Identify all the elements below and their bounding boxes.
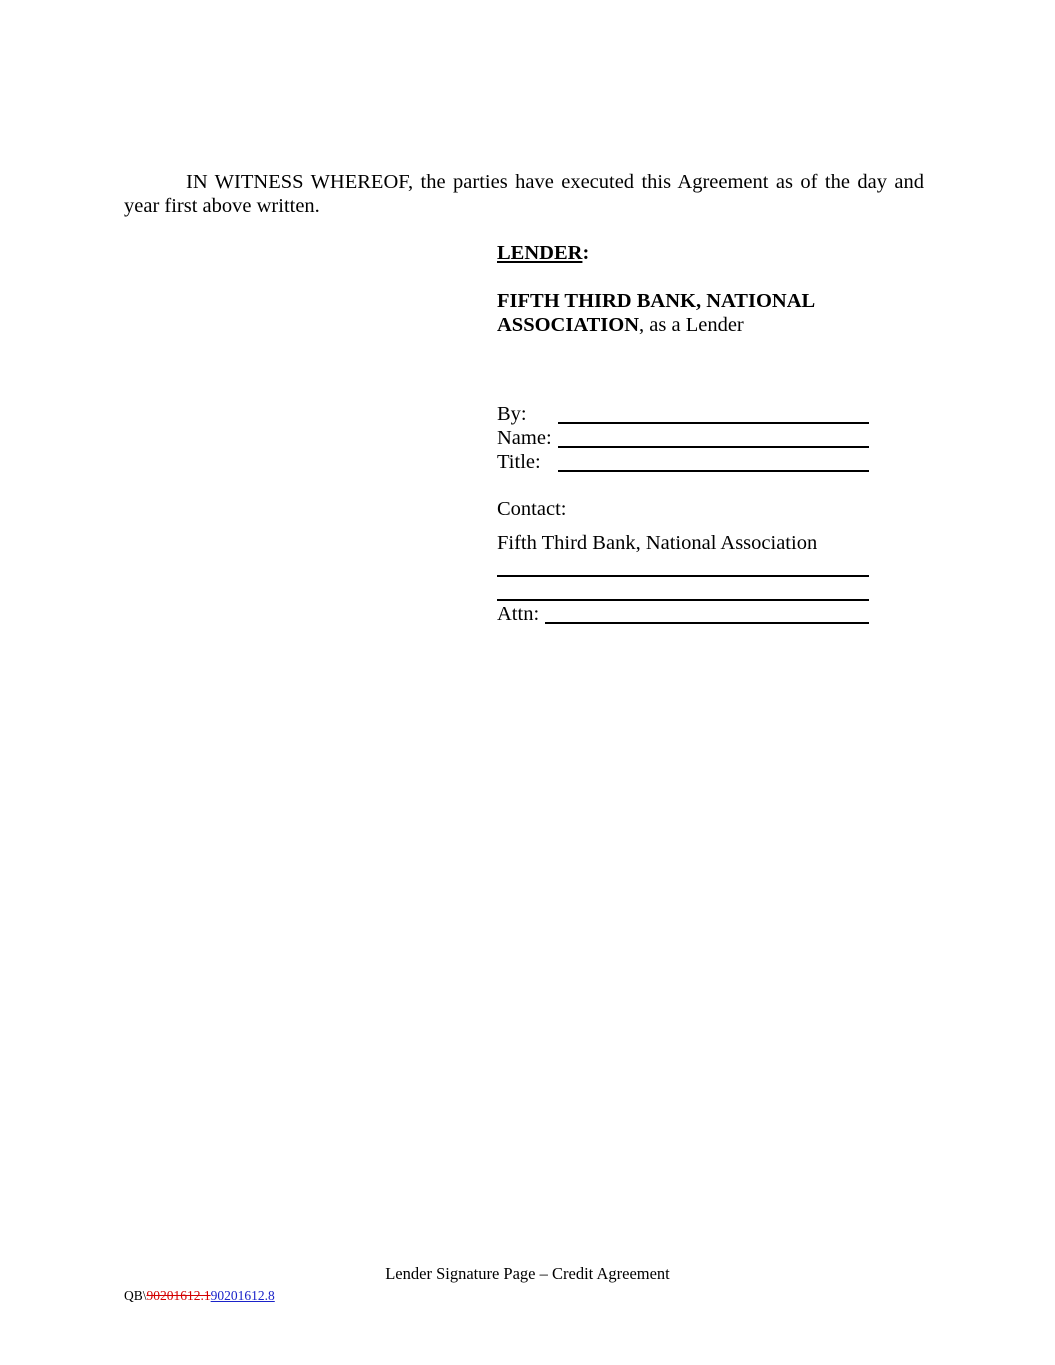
by-label: By: xyxy=(497,403,527,425)
contact-address-line-1[interactable] xyxy=(497,575,869,577)
lender-heading: LENDER xyxy=(497,242,583,264)
lender-heading-colon: : xyxy=(582,242,590,264)
name-signature-line[interactable] xyxy=(558,446,869,448)
contact-attn-row xyxy=(497,602,869,626)
contact-address-line-2[interactable] xyxy=(497,599,869,601)
bank-name-line2-bold: ASSOCIATION xyxy=(497,314,640,336)
lender-block xyxy=(497,241,877,337)
doc-id-deleted: 90201612.1 xyxy=(146,1288,211,1303)
document-id xyxy=(124,1288,275,1304)
contact-name: Fifth Third Bank, National Association xyxy=(497,532,818,554)
lender-heading-row xyxy=(497,241,877,265)
signature-row-by xyxy=(497,402,869,426)
witness-paragraph: IN WITNESS WHEREOF, the parties have executed this Agreement as of the day and year first above written. xyxy=(124,171,924,217)
footer-page-title: Lender Signature Page – Credit Agreement xyxy=(385,1264,670,1283)
name-label: Name: xyxy=(497,427,552,449)
bank-name-line2 xyxy=(497,313,877,337)
signature-row-title xyxy=(497,450,869,474)
signature-row-name xyxy=(497,426,869,450)
bank-name-line1: FIFTH THIRD BANK, NATIONAL xyxy=(497,290,816,312)
bank-name-suffix: , as a Lender xyxy=(639,314,744,336)
title-label: Title: xyxy=(497,451,541,473)
title-signature-line[interactable] xyxy=(558,470,869,472)
doc-id-prefix: QB\ xyxy=(124,1288,147,1303)
contact-label: Contact: xyxy=(497,498,567,520)
by-signature-line[interactable] xyxy=(558,422,869,424)
attn-line[interactable] xyxy=(545,622,869,624)
attn-label: Attn: xyxy=(497,603,540,625)
bank-name xyxy=(497,289,877,337)
doc-id-inserted: 90201612.8 xyxy=(210,1288,275,1303)
